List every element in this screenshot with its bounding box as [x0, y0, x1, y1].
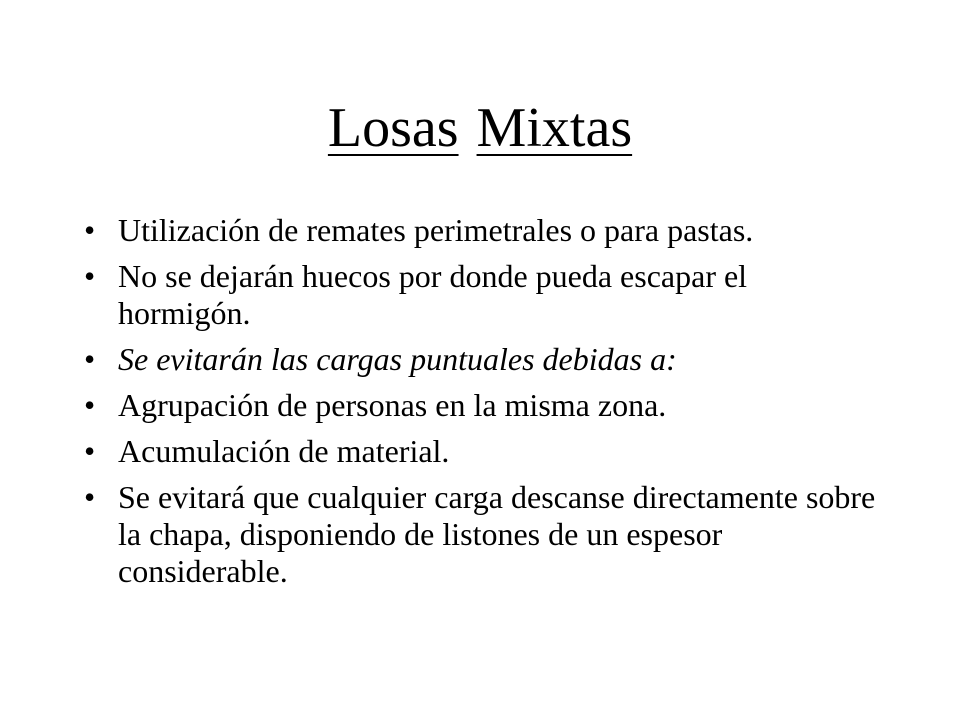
bullet-text: Se evitarán las cargas puntuales debidas a: [118, 341, 677, 377]
bullet-icon: • [84, 341, 96, 377]
bullet-icon: • [84, 258, 96, 294]
bullet-text: Agrupación de personas en la misma zona. [118, 387, 667, 423]
bullet-item-cargas-puntuales [84, 341, 884, 378]
bullet-icon: • [84, 212, 96, 248]
slide-title [0, 92, 960, 164]
bullet-item-agrupacion [84, 387, 884, 424]
bullet-item-remates [84, 212, 884, 249]
bullet-icon: • [84, 479, 96, 515]
bullet-item-acumulacion [84, 433, 884, 470]
bullet-icon: • [84, 387, 96, 423]
bullet-text: Acumulación de material. [118, 433, 450, 469]
bullet-list [84, 212, 884, 599]
title-word-losas: Losas [327, 97, 459, 159]
bullet-text: No se dejarán huecos por donde pueda escapar el hormigón. [118, 258, 748, 331]
bullet-text: Utilización de remates perimetrales o para pastas. [118, 212, 754, 248]
bullet-icon: • [84, 433, 96, 469]
bullet-text: Se evitará que cualquier carga descanse directamente sobre la chapa, disponiendo de listones de un espesor considerable. [118, 479, 876, 589]
title-word-mixtas: Mixtas [476, 97, 633, 159]
bullet-item-chapa [84, 479, 884, 590]
bullet-item-huecos [84, 258, 884, 332]
